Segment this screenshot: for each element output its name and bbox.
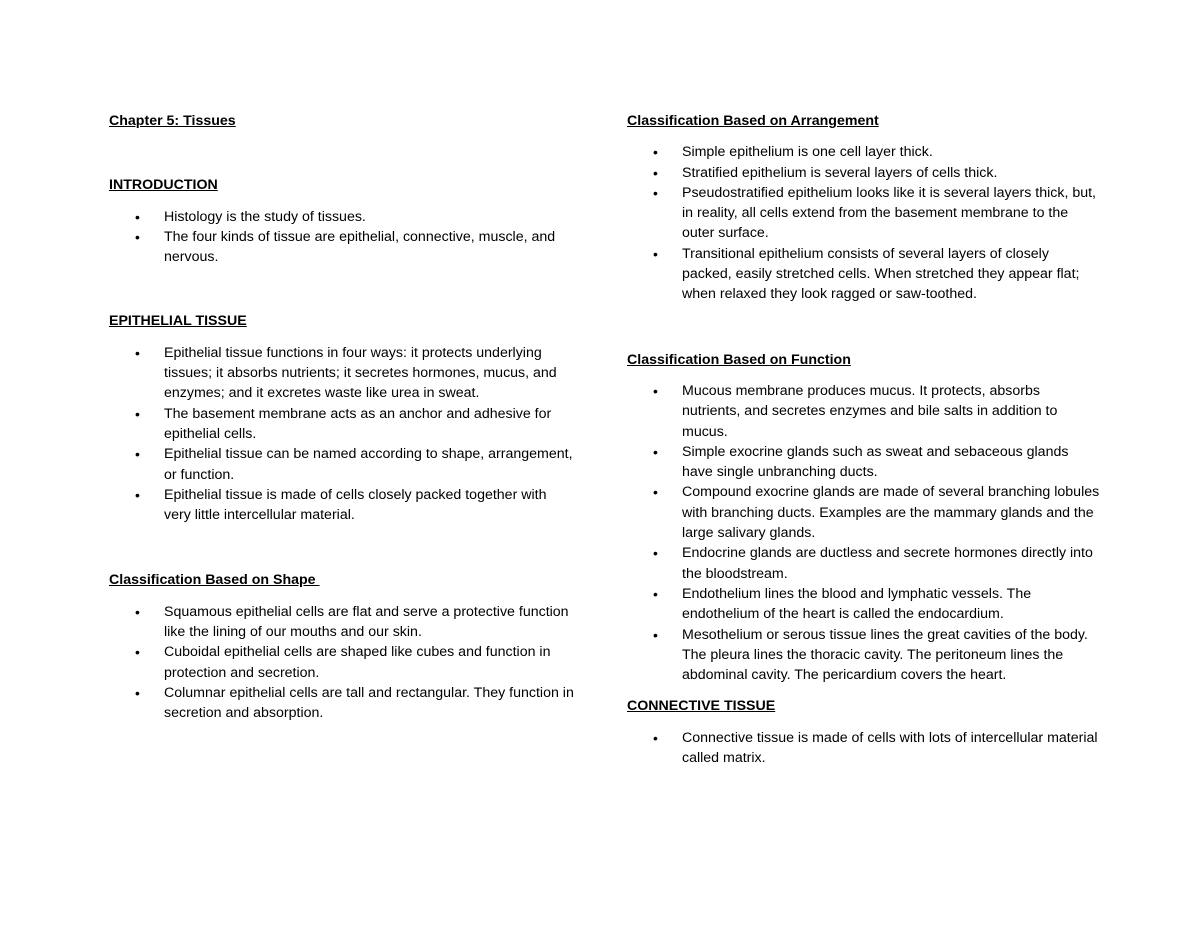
bullet-icon: • — [135, 684, 140, 701]
list-item-text: Endothelium lines the blood and lymphatic vessels. The endothelium of the heart is called the endocardium. — [682, 585, 1032, 623]
list-item-text: Transitional epithelium consists of several layers of closely packed, easily stretched cells. When stretched they appear flat; when relaxed they look ragged or saw-toothed. — [682, 245, 1080, 303]
list-item — [109, 444, 574, 485]
list-item-text: Epithelial tissue functions in four ways: it protects underlying tissues; it absorbs nutrients; it secretes hormones, mucus, and enzymes; and it excretes waste like urea in sweat. — [164, 344, 557, 402]
list-item-text: Epithelial tissue can be named according to shape, arrangement, or function. — [164, 446, 573, 483]
list-item-text: Endocrine glands are ductless and secrete hormones directly into the bloodstream. — [682, 545, 1093, 582]
list-item — [627, 244, 1102, 305]
bullet-icon: • — [653, 184, 658, 201]
list-item — [627, 163, 1102, 183]
list-item — [627, 142, 1102, 162]
bullet-icon: • — [135, 208, 140, 225]
bullet-icon: • — [653, 585, 658, 602]
list-item — [109, 227, 574, 268]
bullet-icon: • — [135, 486, 140, 503]
classification-arrangement-list — [627, 142, 1102, 304]
list-item-text: Mesothelium or serous tissue lines the great cavities of the body. The pleura lines the thoracic cavity. The peritoneum lines the abdominal cavity. The pericardium covers the heart. — [682, 626, 1088, 684]
list-item-text: Pseudostratified epithelium looks like it is several layers thick, but, in reality, all cells extend from the basement membrane to the outer surface. — [682, 184, 1096, 242]
list-item — [109, 642, 574, 683]
bullet-icon: • — [653, 443, 658, 460]
list-item-text: Epithelial tissue is made of cells closely packed together with very little intercellular material. — [164, 486, 547, 524]
list-item-text: Squamous epithelial cells are flat and serve a protective function like the lining of our mouths and our skin. — [164, 603, 569, 641]
bullet-icon: • — [653, 545, 658, 562]
bullet-icon: • — [135, 344, 140, 361]
list-item-text: The basement membrane acts as an anchor and adhesive for epithelial cells. — [164, 405, 552, 442]
classification-shape-list — [109, 602, 574, 724]
list-item — [627, 584, 1102, 625]
heading-classification-arrangement: Classification Based on Arrangement — [627, 113, 879, 129]
bullet-icon: • — [653, 164, 658, 181]
heading-epithelial-tissue: EPITHELIAL TISSUE — [109, 313, 247, 330]
epithelial-tissue-list — [109, 343, 574, 526]
bullet-icon: • — [135, 405, 140, 422]
list-item — [109, 683, 574, 724]
heading-classification-shape: Classification Based on Shape — [109, 572, 320, 589]
list-item — [627, 183, 1102, 244]
list-item-text: Stratified epithelium is several layers of cells thick. — [682, 164, 998, 181]
list-item — [109, 602, 574, 643]
list-item — [627, 625, 1102, 686]
right-column — [627, 111, 1102, 768]
bullet-icon: • — [135, 228, 140, 245]
list-item-text: Mucous membrane produces mucus. It protects, absorbs nutrients, and secretes enzymes and bile salts in addition to mucus. — [682, 382, 1058, 440]
list-item — [109, 207, 574, 227]
bullet-icon: • — [653, 484, 658, 501]
list-item — [627, 442, 1102, 483]
left-column — [109, 111, 574, 724]
introduction-list — [109, 207, 574, 268]
list-item-text: Simple epithelium is one cell layer thick. — [682, 144, 933, 161]
bullet-icon: • — [135, 603, 140, 620]
classification-function-list — [627, 381, 1102, 685]
chapter-title: Chapter 5: Tissues — [109, 113, 236, 129]
list-item — [627, 728, 1102, 769]
list-item — [627, 543, 1102, 584]
list-item — [627, 381, 1102, 442]
bullet-icon: • — [653, 729, 658, 746]
heading-classification-function: Classification Based on Function — [627, 351, 851, 368]
bullet-icon: • — [653, 626, 658, 643]
list-item-text: Compound exocrine glands are made of several branching lobules with branching ducts. Examples are the mammary glands and the large salivary glands. — [682, 484, 1100, 542]
list-item-text: Simple exocrine glands such as sweat and sebaceous glands have single unbranching ducts. — [682, 443, 1069, 481]
bullet-icon: • — [653, 382, 658, 399]
list-item — [109, 404, 574, 445]
bullet-icon: • — [135, 644, 140, 661]
heading-introduction: INTRODUCTION — [109, 177, 218, 194]
heading-connective-tissue: CONNECTIVE TISSUE — [627, 698, 776, 715]
list-item — [109, 485, 574, 526]
connective-tissue-list — [627, 728, 1102, 769]
bullet-icon: • — [135, 446, 140, 463]
list-item-text: The four kinds of tissue are epithelial, connective, muscle, and nervous. — [164, 228, 556, 266]
list-item — [109, 343, 574, 404]
list-item-text: Cuboidal epithelial cells are shaped like cubes and function in protection and secretion. — [164, 644, 551, 681]
list-item-text: Connective tissue is made of cells with lots of intercellular material called matrix. — [682, 729, 1098, 767]
list-item-text: Histology is the study of tissues. — [164, 208, 366, 225]
list-item — [627, 482, 1102, 543]
bullet-icon: • — [653, 245, 658, 262]
bullet-icon: • — [653, 144, 658, 161]
list-item-text: Columnar epithelial cells are tall and rectangular. They function in secretion and absorption. — [164, 684, 574, 722]
